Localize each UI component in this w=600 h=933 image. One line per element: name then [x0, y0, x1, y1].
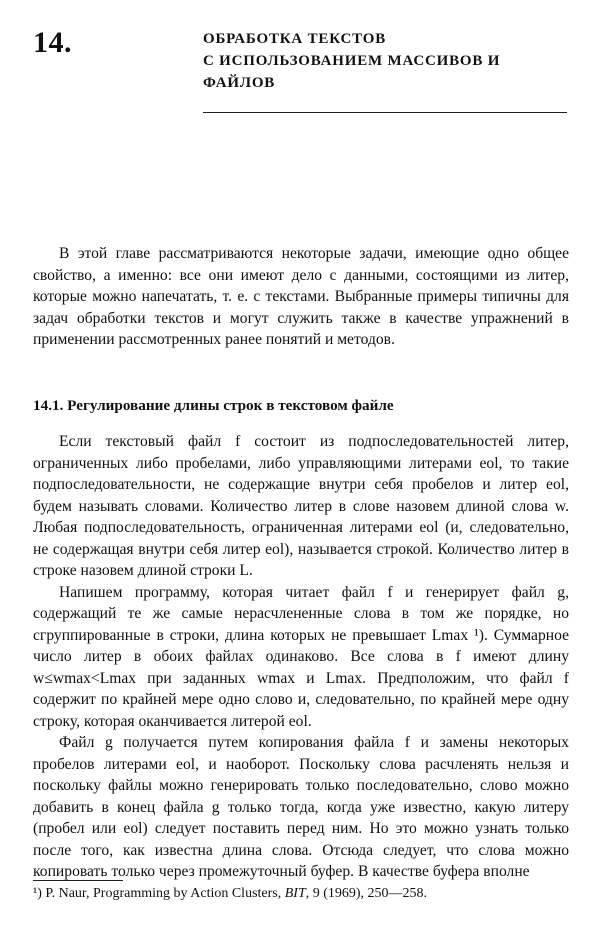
paragraph: Если текстовый файл f состоит из подпоследовательностей литер, ограниченных либо пробелами, либо управляющими литерами eol, то такие подпоследовательности, не содержащие внутри себя пробелов и литер eol, будем называть словами. Количество литер в слове назовем длиной слова w. Любая подпоследовательность, ограниченная литерами eol (и, следовательно, не содержащая внутри себя литер eol), называется строкой. Количество литер в строке назовем длиной строки L.: [33, 433, 569, 579]
footnote-marker: ¹): [33, 886, 42, 901]
footnote-journal: BIT: [284, 886, 306, 901]
paragraph: Файл g получается путем копирования файла f и замены некоторых пробелов литерами eol, и наоборот. Поскольку слова расчленять нельзя и поскольку файлы можно генерировать только последовательно, слово можно добавить в конец файла g только тогда, когда уже известно, какую литеру (пробел или eol) следует поставить перед ним. Но это можно узнать только после того, как известна длина слова. Отсюда следует, что слова можно копировать только через промежуточный буфер. В качестве буфера вполне: [33, 734, 569, 880]
footnote-author: P. Naur, Programming by Action Clusters,: [45, 886, 282, 901]
chapter-number: 14.: [33, 26, 72, 59]
chapter-title-line: С ИСПОЛЬЗОВАНИЕМ МАССИВОВ И: [203, 53, 501, 69]
chapter-title: [203, 28, 500, 94]
footnote: [33, 886, 427, 902]
paragraph: Напишем программу, которая читает файл f и генерирует файл g, содержащий те же самые нерасчлененные слова в том же порядке, но сгруппированные в строки, длина которых не превышает Lmax ¹). Суммарное число литер в обоих файлах одинаково. Все слова в f имеют длину w≤wmax<Lmax при заданных wmax и Lmax. Предположим, что файл f содержит по крайней мере одно слово и, следовательно, по крайней мере одну строку, которая оканчивается литерой eol.: [33, 583, 569, 730]
title-rule: [203, 112, 567, 113]
footnote-details: , 9 (1969), 250—258.: [305, 886, 428, 901]
section-heading: 14.1. Регулирование длины строк в текстовом файле: [33, 397, 394, 414]
chapter-title-line: ФАЙЛОВ: [203, 75, 276, 91]
intro-text: [33, 243, 569, 351]
chapter-title-line: ОБРАБОТКА ТЕКСТОВ: [203, 31, 387, 47]
footnote-rule: [33, 880, 123, 881]
intro-paragraph: В этой главе рассматриваются некоторые задачи, имеющие одно общее свойство, а именно: все они имеют дело с данными, состоящими из литер, которые можно напечатать, т. е. с текстами. Выбранные примеры типичны для задач обработки текстов и могут служить также в качестве упражнений в применении рассмотренных ранее понятий и методов.: [33, 245, 569, 348]
section-body: [33, 431, 569, 883]
